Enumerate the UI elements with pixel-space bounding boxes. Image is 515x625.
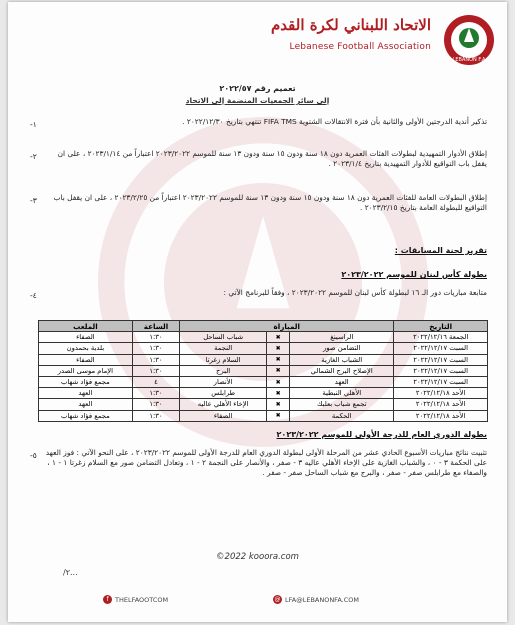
header-match: المباراة bbox=[180, 321, 394, 332]
circular-page bbox=[8, 2, 507, 622]
row-home-team: العهد bbox=[290, 376, 394, 387]
row-away-team: طرابلس bbox=[180, 388, 267, 399]
versus-icon: ✖ bbox=[267, 365, 290, 376]
row-away-team: النجمة bbox=[180, 343, 267, 354]
table-header-row bbox=[39, 321, 488, 332]
versus-icon: ✖ bbox=[267, 399, 290, 410]
versus-icon: ✖ bbox=[267, 343, 290, 354]
row-date: السبت ٢٠٢٢/١٢/١٧ bbox=[394, 343, 488, 354]
row-time: ١:٣٠ bbox=[132, 388, 179, 399]
row-away-team: الأنصار bbox=[180, 376, 267, 387]
row-stadium: الصفاء bbox=[39, 354, 133, 365]
versus-icon: ✖ bbox=[267, 354, 290, 365]
row-stadium: بلدية بحمدون bbox=[39, 343, 133, 354]
circular-subtitle: إلى سائر الجمعيات المنضمة إلى الاتحاد bbox=[185, 96, 330, 105]
row-date: الجمعة ٢٠٢٢/١٢/١٦ bbox=[394, 332, 488, 343]
footer bbox=[8, 595, 507, 615]
row-date: السبت ٢٠٢٢/١٢/١٧ bbox=[394, 376, 488, 387]
versus-icon: ✖ bbox=[267, 388, 290, 399]
paragraph-number: -٤ bbox=[30, 291, 37, 300]
circular-title: تعميم رقم ٢٠٢٢/٥٧ bbox=[219, 84, 296, 93]
row-stadium: مجمع فؤاد شهاب bbox=[39, 376, 133, 387]
table-row bbox=[39, 388, 488, 399]
row-stadium: الصفاء bbox=[39, 332, 133, 343]
cup-heading: بطولة كأس لبنان للموسم ٢٠٢٣/٢٠٢٢ bbox=[341, 270, 487, 279]
row-date: السبت ٢٠٢٢/١٢/١٧ bbox=[394, 365, 488, 376]
page-continuation-mark: /٢... bbox=[63, 568, 78, 577]
row-away-team: الإخاء الأهلي عاليه bbox=[180, 399, 267, 410]
table-row bbox=[39, 410, 488, 421]
row-time: ١:٣٠ bbox=[132, 399, 179, 410]
paragraph-number: -٢ bbox=[30, 152, 37, 161]
paragraph-text: إطلاق البطولات العامة للفئات العمرية دون ١٨ سنة ودون ١٥ سنة ودون ١٣ سنة للموسم ٢٠٢٣/٢٠٢٢ اعتباراً من ٢٠٢٣/٢/٢٥ ، على ان يقفل باب التواقيع للبطولة العامة بتاريخ ٢٠٢٣/٢/١٥ . bbox=[53, 193, 487, 212]
paragraph-text: تثبيت نتائج مباريات الأسبوع الحادي عشر من المرحلة الأولى لبطولة الدوري العام للدرجة الأولى للموسم ٢٠٢٣/٢٠٢٢ ، على النحو الآتي : فوز العهد على الحكمة ٣ - ٠ ، والشباب الغازية على الإخاء الأهلي عاليه ٣ - صفر ، والأنصار على النجمة ٢ - ١ ، وتعادل التضامن صور مع السلام زغرتا ١ - ١ ، والصفاء مع طرابلس صفر - صفر ، والبرج مع شباب الساحل صفر - صفر . bbox=[45, 448, 487, 477]
table-row bbox=[39, 332, 488, 343]
row-home-team: الأهلي النبطية bbox=[290, 388, 394, 399]
versus-icon: ✖ bbox=[267, 332, 290, 343]
league-heading: بطولة الدوري العام للدرجة الأولى للموسم ٢٠٢٣/٢٠٢٢ bbox=[276, 430, 487, 439]
footer-facebook bbox=[103, 595, 168, 604]
fixtures-table bbox=[38, 320, 488, 422]
paragraph-text: إطلاق الأدوار التمهيدية لبطولات الفئات العمرية دون ١٨ سنة ودون ١٥ سنة ودون ١٣ سنة للموسم ٢٠٢٣/٢٠٢٢ اعتباراً من ٢٠٢٣/١/١٤ ، على ان يقفل باب التواقيع للأدوار التمهيدية بتاريخ ٢٠٢٣/١/٤ . bbox=[57, 149, 487, 168]
row-away-team: الصفاء bbox=[180, 410, 267, 421]
row-home-team: الحكمة bbox=[290, 410, 394, 421]
row-time: ٤ bbox=[132, 376, 179, 387]
facebook-icon: f bbox=[103, 595, 112, 604]
row-date: الأحد ٢٠٢٢/١٢/١٨ bbox=[394, 388, 488, 399]
paragraph-text: متابعة مباريات دور الـ ١٦ لبطولة كأس لبنان للموسم ٢٠٢٣/٢٠٢٢ ، وفقاً للبرنامج الآتي : bbox=[223, 288, 487, 297]
row-date: الأحد ٢٠٢٢/١٢/١٨ bbox=[394, 399, 488, 410]
row-date: الأحد ٢٠٢٢/١٢/١٨ bbox=[394, 410, 488, 421]
table-row bbox=[39, 365, 488, 376]
row-home-team: تجمع شباب بعلبك bbox=[290, 399, 394, 410]
row-time: ١:٣٠ bbox=[132, 410, 179, 421]
row-away-team: البرج bbox=[180, 365, 267, 376]
table-row bbox=[39, 376, 488, 387]
table-row bbox=[39, 399, 488, 410]
committee-report-heading: تقرير لجنة المسابقات : bbox=[394, 246, 487, 255]
header-time: الساعة bbox=[132, 321, 179, 332]
row-time: ١:٣٠ bbox=[132, 343, 179, 354]
row-home-team: التضامن صور bbox=[290, 343, 394, 354]
row-home-team: الشباب الغازية bbox=[290, 354, 394, 365]
paragraph-text: تذكير أندية الدرجتين الأولى والثانية بأن فترة الانتقالات الشتوية FIFA TMS تنتهي بتاريخ ٢٠٢٢/١٢/٣٠ . bbox=[182, 117, 487, 126]
row-time: ١:٣٠ bbox=[132, 332, 179, 343]
email-icon: @ bbox=[274, 596, 281, 603]
paragraph-number: -٣ bbox=[30, 196, 37, 205]
paragraph-number: -١ bbox=[30, 120, 37, 129]
facebook-handle: THELFAOOTCOM bbox=[115, 595, 169, 604]
email-address: LFA@LEBANONFA.COM bbox=[285, 595, 359, 604]
row-date: السبت ٢٠٢٢/١٢/١٧ bbox=[394, 354, 488, 365]
row-stadium: مجمع فؤاد شهاب bbox=[39, 410, 133, 421]
row-stadium: العهد bbox=[39, 399, 133, 410]
table-row bbox=[39, 343, 488, 354]
row-time: ١:٣٠ bbox=[132, 365, 179, 376]
federation-name-arabic: الاتحاد اللبناني لكرة القدم bbox=[271, 16, 431, 34]
row-away-team: شباب الساحل bbox=[180, 332, 267, 343]
versus-icon: ✖ bbox=[267, 410, 290, 421]
row-time: ١:٣٠ bbox=[132, 354, 179, 365]
row-away-team: السلام زغرتا bbox=[180, 354, 267, 365]
paragraph-number: -٥ bbox=[30, 451, 37, 460]
versus-icon: ✖ bbox=[267, 376, 290, 387]
row-home-team: الإصلاح البرج الشمالي bbox=[290, 365, 394, 376]
footer-email bbox=[273, 595, 359, 604]
row-home-team: الراسينغ bbox=[290, 332, 394, 343]
federation-name-english: Lebanese Football Association bbox=[289, 42, 431, 52]
header-stadium: الملعب bbox=[39, 321, 133, 332]
table-row bbox=[39, 354, 488, 365]
row-stadium: الإمام موسى الصدر bbox=[39, 365, 133, 376]
logo-text: LEBANON F.A bbox=[452, 57, 486, 63]
copyright-credit: ©2022 kooora.com bbox=[216, 552, 299, 562]
row-stadium: العهد bbox=[39, 388, 133, 399]
header-date: التاريخ bbox=[394, 321, 488, 332]
federation-logo-icon bbox=[443, 14, 495, 66]
